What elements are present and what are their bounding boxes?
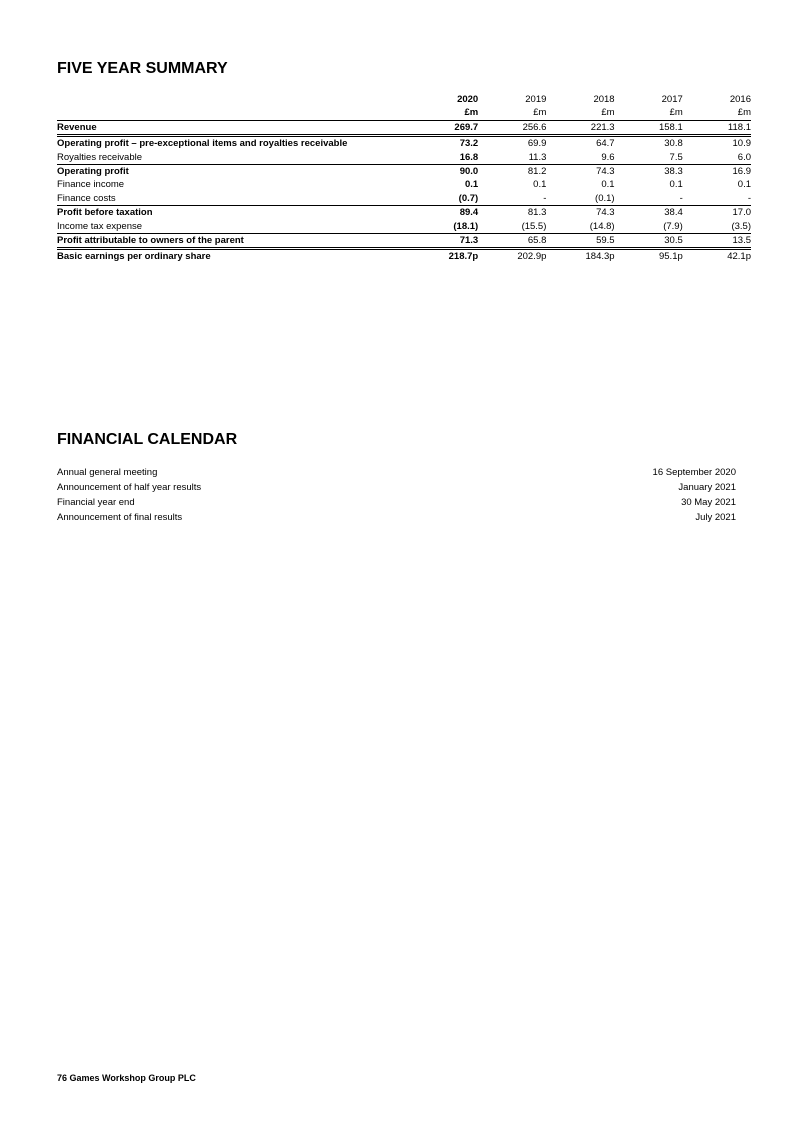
table-row [57,136,751,151]
year-2016: 2016 [729,94,751,105]
value-cell: 0.1 [464,179,479,191]
value-cell: 13.5 [683,234,751,249]
value-cell: 184.3p [585,251,615,263]
five-year-summary-title: FIVE YEAR SUMMARY [57,60,228,77]
row-label: Operating profit – pre-exceptional items and royalties receivable [57,136,410,151]
value-cell: 269.7 [410,120,478,135]
value-cell: 0.1 [601,179,615,191]
row-label: Basic earnings per ordinary share [57,251,211,263]
value-cell: 16.8 [459,151,479,163]
value-cell: 6.0 [737,151,751,163]
value-cell: 81.2 [478,165,546,179]
row-label: Finance income [57,179,125,191]
calendar-event-date: July 2021 [695,512,736,523]
value-cell: 11.3 [528,151,547,163]
value-cell: 89.4 [410,206,478,220]
value-cell: 71.3 [410,234,478,249]
calendar-event-label: Annual general meeting [57,467,158,478]
value-cell: 73.2 [410,136,478,151]
unit-cell: £m [601,107,615,119]
five-year-summary-table [57,93,751,264]
table-row [57,206,751,220]
page-footer: 76 Games Workshop Group PLC [57,1073,196,1083]
list-item [57,495,736,510]
value-cell: 7.5 [669,151,683,163]
list-item [57,465,736,480]
unit-cell: £m [737,107,751,119]
year-2017: 2017 [661,94,683,105]
value-cell: (15.5) [521,220,547,232]
value-cell: - [543,192,547,204]
value-cell: 0.1 [533,179,547,191]
row-label: Profit attributable to owners of the parent [57,234,410,249]
value-cell: 9.6 [601,151,615,163]
table-row [57,249,751,264]
value-cell: 90.0 [410,165,478,179]
list-item [57,510,736,525]
value-cell: 0.1 [669,179,683,191]
table-row [57,220,751,234]
year-2019: 2019 [525,94,547,105]
year-2020: 2020 [457,94,479,105]
value-cell: (14.8) [589,220,615,232]
value-cell: 221.3 [546,120,614,135]
value-cell: 158.1 [615,120,683,135]
row-label: Profit before taxation [57,206,410,220]
unit-cell: £m [669,107,683,119]
value-cell: (18.1) [453,220,479,232]
table-row [57,165,751,179]
value-cell: 256.6 [478,120,546,135]
value-cell: 81.3 [478,206,546,220]
value-cell: 17.0 [683,206,751,220]
value-cell: 42.1p [727,251,751,263]
value-cell: 202.9p [517,251,547,263]
value-cell: 59.5 [546,234,614,249]
table-row [57,151,751,165]
value-cell: 69.9 [478,136,546,151]
calendar-event-date: 16 September 2020 [652,467,736,478]
financial-calendar-list [57,465,736,525]
value-cell: 95.1p [658,251,683,263]
value-cell: 74.3 [546,206,614,220]
row-label: Royalties receivable [57,151,143,163]
list-item [57,480,736,495]
value-cell: 30.5 [615,234,683,249]
calendar-event-label: Financial year end [57,497,135,508]
value-cell: 64.7 [546,136,614,151]
value-cell: 118.1 [683,120,751,135]
value-cell: 38.3 [615,165,683,179]
year-header-row [57,93,751,106]
year-2018: 2018 [593,94,615,105]
financial-calendar-title: FINANCIAL CALENDAR [57,431,238,448]
value-cell: 30.8 [615,136,683,151]
calendar-event-label: Announcement of half year results [57,482,202,493]
value-cell: 65.8 [478,234,546,249]
value-cell: (3.5) [731,220,751,232]
value-cell: 16.9 [683,165,751,179]
unit-cell: £m [533,107,547,119]
value-cell: - [747,192,751,204]
value-cell: 10.9 [683,136,751,151]
table-row [57,178,751,191]
value-cell: 38.4 [615,206,683,220]
table-row [57,120,751,135]
value-cell: (0.7) [458,192,479,204]
table-row [57,192,751,206]
calendar-event-date: 30 May 2021 [681,497,736,508]
value-cell: 74.3 [546,165,614,179]
row-label: Operating profit [57,165,410,179]
value-cell: - [679,192,683,204]
value-cell: (0.1) [595,192,615,204]
calendar-event-date: January 2021 [678,482,736,493]
value-cell: 218.7p [448,251,479,263]
unit-cell: £m [464,107,479,119]
row-label: Finance costs [57,192,116,204]
table-row [57,234,751,249]
row-label: Income tax expense [57,220,143,232]
value-cell: 0.1 [737,179,751,191]
calendar-event-label: Announcement of final results [57,512,183,523]
unit-header-row [57,106,751,120]
row-label: Revenue [57,120,410,135]
value-cell: (7.9) [663,220,683,232]
